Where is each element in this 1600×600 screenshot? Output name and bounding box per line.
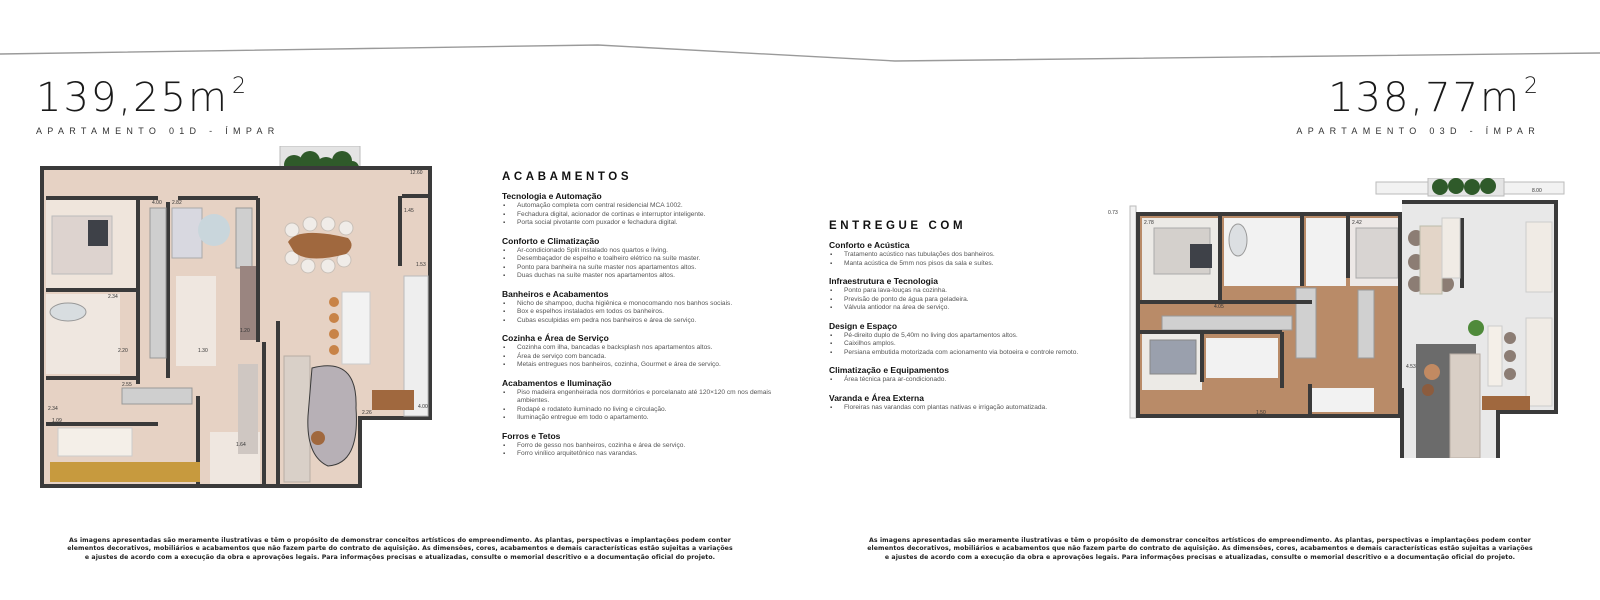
spec-list <box>829 287 1079 313</box>
spec-list <box>829 332 1079 358</box>
plant-icon <box>1468 320 1484 336</box>
spec-heading: Conforto e Climatização <box>502 235 600 246</box>
spec-heading: Design e Espaço <box>829 320 898 331</box>
dimension-label: 4.53 <box>1406 364 1416 370</box>
spec-item: ▪ Floreiras nas varandas com plantas nativas e irrigação automatizada. <box>829 404 1079 413</box>
spec-item: ▪ Fechadura digital, acionador de cortinas e interruptor inteligente. <box>502 211 772 220</box>
spec-list <box>502 389 772 423</box>
right-unit-header <box>1296 74 1540 136</box>
closet-icon <box>1296 288 1316 358</box>
sofa-icon <box>284 356 310 482</box>
spec-item: ▪ Previsão de ponto de água para geladeira. <box>829 296 1079 305</box>
coffee-table-icon <box>1424 364 1440 380</box>
left-floor-plan <box>38 146 442 500</box>
spec-heading: Cozinha e Área de Serviço <box>502 333 609 343</box>
desk-icon <box>238 364 258 454</box>
disclaimer-line: e ajustes de acordo com a execução da obra e aprovações legais. Para informações precisas e atualizadas, consulte o memorial descritivo e a documentação oficial do projeto. <box>884 553 1516 561</box>
dimension-label: 4.05 <box>1214 304 1224 310</box>
kitchen-island-icon <box>1488 326 1502 386</box>
spec-item: ▪ Tratamento acústico nas tubulações dos banheiros. <box>829 251 1079 260</box>
page-fold-line <box>0 0 1600 70</box>
spec-heading: Climatização e Equipamentos <box>829 365 949 375</box>
bed-icon <box>172 208 202 258</box>
left-unit-header <box>36 74 280 136</box>
spec-item: ▪ Iluminação entregue em todo o apartamento. <box>502 414 772 423</box>
spec-item: ▪ Área técnica para ar-condicionado. <box>829 376 1079 385</box>
acabamentos-section <box>502 171 772 459</box>
closet-icon <box>1162 316 1292 330</box>
spec-item: ▪ Caixilhos amplos. <box>829 340 1079 349</box>
spec-item: ▪ Metais entregues nos banheiros, cozinha, Gourmet e área de serviço. <box>502 361 772 370</box>
spec-item: ▪ Manta acústica de 5mm nos pisos da sala e suítes. <box>829 260 1079 269</box>
spec-item: ▪ Nicho de shampoo, ducha higiênica e monocomando nos banhos sociais. <box>502 300 772 309</box>
spec-list <box>829 251 1079 268</box>
dimension-label: 2.82 <box>172 200 182 206</box>
spec-item: ▪ Piso madeira engenheirada nos dormitórios e porcelanato até 120×120 cm nos demais ambientes. <box>502 389 772 406</box>
disclaimer-line: e ajustes de acordo com a execução da obra e aprovações legais. Para informações precisas e atualizadas, consulte o memorial descritivo e a documentação oficial do projeto. <box>84 553 716 561</box>
disclaimer-left <box>55 537 745 562</box>
spec-heading: Acabamentos e Iluminação <box>502 377 612 388</box>
spec-list <box>502 300 772 326</box>
spec-list <box>502 344 772 370</box>
dimension-label: 8.00 <box>1532 188 1542 194</box>
spec-list <box>502 247 772 281</box>
entregue-com-section <box>829 220 1079 412</box>
sofa-icon <box>1450 354 1480 458</box>
dimension-label: 1.45 <box>404 208 414 214</box>
rug-icon <box>198 214 230 246</box>
disclaimer-right <box>855 537 1545 562</box>
dimension-label: 1.53 <box>416 262 426 268</box>
bed-icon <box>1150 340 1196 374</box>
spec-item: ▪ Desembaçador de espelho e toalheiro elétrico na suíte master. <box>502 255 772 264</box>
dimension-label: 2.42 <box>1352 220 1362 226</box>
bathtub-icon <box>50 303 86 321</box>
dimension-label: 2.34 <box>108 294 118 300</box>
closet-icon <box>150 208 166 358</box>
spec-heading: Tecnologia e Automação <box>502 191 602 201</box>
spec-list <box>829 376 1079 385</box>
bed-icon <box>1356 228 1398 278</box>
spec-list <box>829 404 1079 413</box>
spec-item: ▪ Ponto para lava-louças na cozinha. <box>829 287 1079 296</box>
dimension-label: 1.50 <box>1256 410 1266 416</box>
right-unit-area: 138,77m $^2$ <box>1328 74 1540 121</box>
closet-icon <box>236 208 252 268</box>
spec-heading: Forros e Tetos <box>502 430 561 441</box>
disclaimer-line: elementos decorativos, mobiliários e acabamentos que não fazem parte do contrato de aquisição. As dimensões, cores, acabamentos e demais características estão sujeitas a variações <box>67 545 733 553</box>
bathtub-icon <box>1229 224 1247 256</box>
spec-item: ▪ Porta social pivotante com puxador e fechadura digital. <box>502 219 772 228</box>
spec-item: ▪ Automação completa com central residencial MCA 1002. <box>502 202 772 211</box>
spec-item: ▪ Área de serviço com bancada. <box>502 353 772 362</box>
disclaimer-line: elementos decorativos, mobiliários e acabamentos que não fazem parte do contrato de aquisição. As dimensões, cores, acabamentos e demais características estão sujeitas a variações <box>867 545 1533 553</box>
spec-list <box>502 202 772 228</box>
bed-icon <box>58 428 132 456</box>
spec-item: ▪ Persiana embutida motorizada com acionamento via botoeira e controle remoto. <box>829 349 1079 358</box>
spec-item: ▪ Rodapé e rodateto iluminado no living e circulação. <box>502 406 772 415</box>
rug-icon <box>308 366 357 466</box>
acabamentos-title: ACABAMENTOS <box>502 171 633 183</box>
dimension-label: 2.34 <box>48 406 58 412</box>
right-unit-apartment-label: APARTAMENTO 03D - ÍMPAR <box>1296 126 1540 136</box>
kitchen-island-icon <box>342 292 370 364</box>
spec-item: ▪ Válvula antiodor na área de serviço. <box>829 304 1079 313</box>
right-floor-plan <box>1106 178 1566 458</box>
kitchen-counter-icon <box>1526 318 1552 406</box>
dimension-label: 4.00 <box>418 404 428 410</box>
bench-icon <box>50 462 200 482</box>
spec-list <box>502 442 772 459</box>
disclaimer-line: As imagens apresentadas são meramente ilustrativas e têm o propósito de demonstrar conceitos artísticos do empreendimento. As plantas, perspectivas e implantações podem conter <box>869 537 1531 544</box>
spec-heading: Conforto e Acústica <box>829 240 910 250</box>
dimension-label: 1.30 <box>198 348 208 354</box>
dimension-label: 0.73 <box>1108 210 1118 216</box>
dimension-label: 2.26 <box>362 410 372 416</box>
spec-item: ▪ Ponto para banheira na suíte master nos apartamentos altos. <box>502 264 772 273</box>
spec-item: ▪ Pé-direito duplo de 5,40m no living dos apartamentos altos. <box>829 332 1079 341</box>
dimension-label: 2.20 <box>118 348 128 354</box>
spec-item: ▪ Cozinha com ilha, bancadas e backsplash nos apartamentos altos. <box>502 344 772 353</box>
spec-item: ▪ Forro vinílico arquitetônico nas varandas. <box>502 450 772 459</box>
dimension-label: 2.55 <box>122 382 132 388</box>
left-unit-apartment-label: APARTAMENTO 01D - ÍMPAR <box>36 126 280 136</box>
spec-item: ▪ Ar-condicionado Split instalado nos quartos e living. <box>502 247 772 256</box>
spec-item: ▪ Cubas esculpidas em pedra nos banheiros e área de serviço. <box>502 317 772 326</box>
entregue-com-title: ENTREGUE COM <box>829 220 967 232</box>
spec-item: ▪ Box e espelhos instalados em todos os banheiros. <box>502 308 772 317</box>
dimension-label: 1.09 <box>52 418 62 424</box>
dimension-label: 12.60 <box>410 170 423 176</box>
dimension-label: 4.00 <box>152 200 162 206</box>
spec-item: ▪ Duas duchas na suíte master nos apartamentos altos. <box>502 272 772 281</box>
kitchen-counter-icon <box>1442 218 1460 278</box>
spec-heading: Varanda e Área Externa <box>829 392 924 403</box>
spec-heading: Infraestrutura e Tecnologia <box>829 276 938 286</box>
kitchen-counter-icon <box>1526 222 1552 292</box>
dimension-label: 1.64 <box>236 442 246 448</box>
dimension-label: 1.20 <box>240 328 250 334</box>
dimension-label: 2.78 <box>1144 220 1154 226</box>
spec-heading: Banheiros e Acabamentos <box>502 288 609 299</box>
closet-icon <box>1358 290 1374 358</box>
closet-icon <box>122 388 192 404</box>
left-unit-area: 139,25m $^2$ <box>36 74 248 121</box>
spec-item: ▪ Forro de gesso nos banheiros, cozinha e área de serviço. <box>502 442 772 451</box>
disclaimer-line: As imagens apresentadas são meramente ilustrativas e têm o propósito de demonstrar conceitos artísticos do empreendimento. As plantas, perspectivas e implantações podem conter <box>69 537 731 544</box>
